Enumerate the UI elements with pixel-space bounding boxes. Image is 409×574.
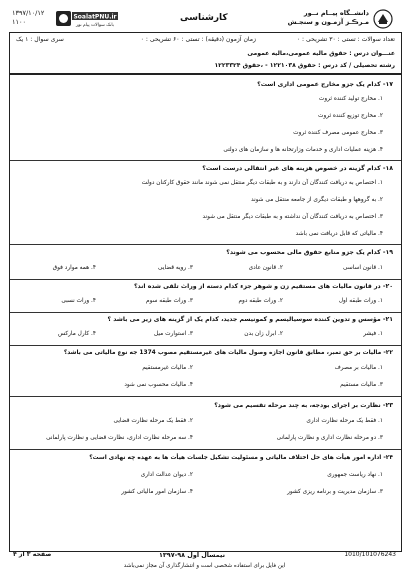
field-code: رشته تحصیلی / کد درس : حقوق ۱۲۲۱۰۳۸ - ،حقوق ۱۲۲۳۳۲۴ bbox=[214, 62, 395, 69]
q17-option-2[interactable]: ۲. مخارج توزیع کننده ثروت bbox=[317, 113, 383, 119]
question-23: ۲۳- نظارت بر اجرای بودجه، به چند مرحله تقسیم می شود؟ bbox=[214, 402, 393, 409]
divider bbox=[10, 244, 401, 245]
site-logo-text: SoalatPNU.ir bbox=[73, 13, 117, 21]
site-logo-sub: بانک سوالات پیام نور bbox=[76, 23, 114, 28]
q19-option-4[interactable]: ۴. همه موارد فوق bbox=[52, 265, 96, 271]
q18-option-1[interactable]: ۱. اختصاص به دریافت کنندگان آن دارند و به طبقات دیگر منتقل نمی شوند مانند حقوق کارکنان دولت bbox=[141, 180, 383, 186]
q23-option-2[interactable]: ۲. فقط یک مرحله نظارت قضایی bbox=[113, 418, 193, 424]
exam-code: ۱۱۰۰ bbox=[12, 18, 26, 26]
q17-option-1[interactable]: ۱. مخارج تولید کننده ثروت bbox=[318, 96, 383, 102]
question-22: ۲۲- مالیات بر حق تمبر، مطابق قانون اجازه وصول مالیات های غیرمستقیم مصوب 1374 جه نوع مالیاتی می باشد؟ bbox=[63, 350, 393, 356]
q24-option-1[interactable]: ۱. نهاد ریاست جمهوری bbox=[327, 472, 383, 478]
question-21: ۲۱- مؤسس و تدوین کننده سوسیالیسم و کمونیسم جدید، کدام یک از گزینه های زیر می باشد ؟ bbox=[107, 316, 393, 323]
q23-option-4[interactable]: ۴. سه مرحله نظارت اداری، نظارت قضایی و نظارت پارلمانی bbox=[46, 435, 193, 441]
q18-option-2[interactable]: ۲. به گروهها و طبقات دیگری از جامعه منتقل می شوند bbox=[251, 197, 383, 203]
q22-option-1[interactable]: ۱. مالیات بر مصرف bbox=[334, 365, 383, 371]
q22-option-2[interactable]: ۲. مالیات غیرمستقیم bbox=[142, 365, 193, 371]
divider bbox=[10, 312, 401, 313]
course-title: عنـــوان درس : حقوق مالیه عمومی،مالیه عمومی bbox=[247, 50, 395, 57]
question-count: تعداد سوالات : تستی : ۳۰ تشریحی : ۰ bbox=[296, 36, 395, 43]
q24-option-3[interactable]: ۳. سازمان مدیریت و برنامه ریزی کشور bbox=[287, 489, 383, 495]
q21-option-3[interactable]: ۳. استوارت میل bbox=[154, 331, 193, 337]
q24-option-4[interactable]: ۴. سازمان امور مالیاتی کشور bbox=[121, 489, 193, 495]
exam-meta-row bbox=[9, 32, 402, 48]
q19-option-3[interactable]: ۳. رویه قضایی bbox=[158, 265, 193, 271]
site-logo bbox=[56, 10, 120, 30]
divider bbox=[10, 160, 401, 161]
question-20: ۲۰- در قانون مالیات های مستقیم زن و شوهر جزء کدام دسته از وراث تلقی شده اند؟ bbox=[133, 283, 393, 290]
q17-option-3[interactable]: ۳. مخارج عمومی مصرف کننده ثروت bbox=[293, 130, 383, 136]
q18-option-4[interactable]: ۴. مالیاتی که قابل دریافت نمی باشد bbox=[295, 231, 383, 237]
q20-option-2[interactable]: ۲. وراث طبقه دوم bbox=[238, 298, 283, 304]
university-name bbox=[288, 9, 369, 27]
university-line-1: دانشــگاه پیــام نــور bbox=[303, 9, 369, 17]
exam-date: ۱۳۹۷/۱۰/۱۲ bbox=[12, 9, 45, 17]
q22-option-3[interactable]: ۳. مالیات مستقیم bbox=[340, 382, 383, 388]
university-logo-icon bbox=[373, 9, 393, 29]
date-code-box bbox=[12, 9, 44, 27]
divider bbox=[10, 279, 401, 280]
q23-option-3[interactable]: ۳. دو مرحله نظارت اداری و نظارت پارلمانی bbox=[276, 435, 383, 441]
exam-header bbox=[10, 6, 399, 30]
q21-option-2[interactable]: ۲. ابرل زان بدن bbox=[244, 331, 283, 337]
q17-option-4[interactable]: ۴. هزینه عملیات اداری و خدمات وزارتخانه ها و سازمان های دولتی bbox=[223, 147, 383, 153]
question-18: ۱۸- کدام گزینه در خصوص هزینه های غیر انتقالی درست است؟ bbox=[202, 165, 393, 172]
divider bbox=[10, 396, 401, 397]
question-19: ۱۹- کدام یک جزو منابع حقوق مالی محسوب می شوند؟ bbox=[226, 249, 393, 256]
q24-option-2[interactable]: ۲. دیوان عدالت اداری bbox=[140, 472, 193, 478]
question-24: ۲۴- اداره امور هیأت های حل اختلاف مالیاتی و مسئولیت تشکیل جلسات هیأت ها به عهده چه نهادی است؟ bbox=[89, 455, 393, 461]
q23-option-1[interactable]: ۱. فقط یک مرحله نظارت اداری bbox=[306, 418, 383, 424]
page-footer bbox=[9, 550, 400, 562]
q21-option-4[interactable]: ۴. کارل مارکس bbox=[57, 331, 96, 337]
q20-option-4[interactable]: ۴. وراث نسبی bbox=[61, 298, 96, 304]
q18-option-3[interactable]: ۳. اختصاص به دریافت کنندگان آن نداشته و به طبقات دیگر منتقل می شوند bbox=[202, 214, 383, 220]
semester: نیمسال اول ۹۸-۱۳۹۷ bbox=[159, 551, 225, 559]
questions-area bbox=[9, 74, 402, 552]
q20-option-3[interactable]: ۳. وراث طبقه سوم bbox=[145, 298, 193, 304]
exam-time: زمان آزمون (دقیقه) : تستی : ۶۰ تشریحی : ۰ bbox=[140, 36, 256, 43]
course-info bbox=[9, 47, 402, 74]
divider bbox=[10, 345, 401, 346]
q19-option-1[interactable]: ۱. قانون اساسی bbox=[343, 265, 383, 271]
q19-option-2[interactable]: ۲. قانون عادی bbox=[248, 265, 283, 271]
q21-option-1[interactable]: ۱. فیشر bbox=[363, 331, 383, 337]
university-line-2: مـرڪـز آزمـون و سنجـش bbox=[287, 18, 369, 26]
divider bbox=[10, 449, 401, 450]
page-number: صفحه ۳ از ۴ bbox=[13, 551, 52, 558]
serial-number: 1010/101076243 bbox=[344, 551, 396, 558]
footer-note: این فایل برای استفاده شخصی است و انتشارگذاری آن مجاز نمی‌باشد bbox=[123, 563, 286, 569]
page-title: کارشناسی bbox=[180, 13, 228, 23]
q20-option-1[interactable]: ۱. وراث طبقه اول bbox=[338, 298, 383, 304]
question-17: ۱۷- کدام یک جزو مخارج عمومی اداری است؟ bbox=[257, 81, 393, 88]
q22-option-4[interactable]: ۴. مالیات محسوب نمی شود bbox=[124, 382, 193, 388]
question-series: سری سوال : ۱ یک bbox=[16, 36, 64, 43]
